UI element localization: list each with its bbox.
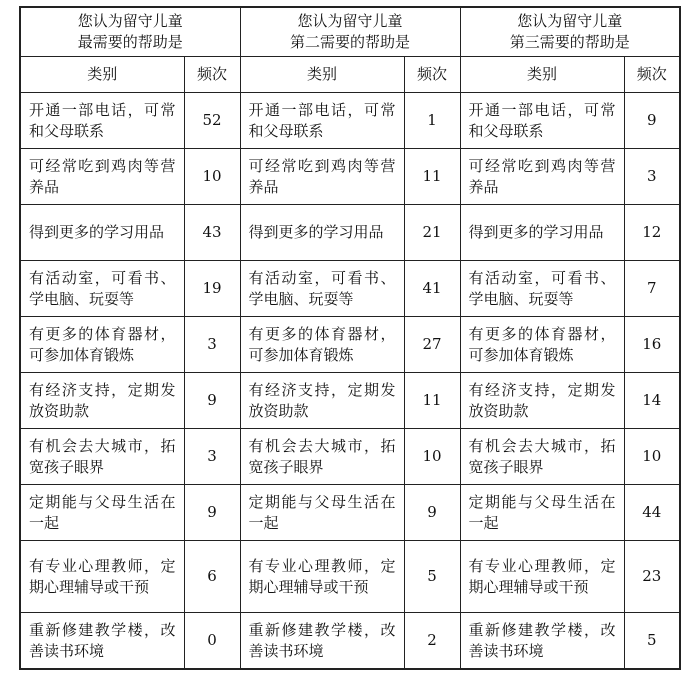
category-cell: 重新修建教学楼，改善读书环境 <box>460 613 624 670</box>
frequency-cell: 11 <box>404 373 460 429</box>
category-cell: 有更多的体育器材，可参加体育锻炼 <box>460 317 624 373</box>
frequency-cell: 9 <box>624 93 680 149</box>
category-cell: 有经济支持，定期发放资助款 <box>240 373 404 429</box>
frequency-cell: 5 <box>404 541 460 613</box>
category-cell: 可经常吃到鸡肉等营养品 <box>240 149 404 205</box>
table-row <box>20 149 680 205</box>
category-cell: 有机会去大城市，拓宽孩子眼界 <box>20 429 184 485</box>
table-row <box>20 205 680 261</box>
category-cell: 定期能与父母生活在一起 <box>240 485 404 541</box>
header-first-need: 您认为留守儿童 最需要的帮助是 <box>20 7 240 57</box>
frequency-cell: 9 <box>404 485 460 541</box>
subheader-category: 类别 <box>240 57 404 93</box>
frequency-cell: 23 <box>624 541 680 613</box>
category-cell: 有更多的体育器材，可参加体育锻炼 <box>20 317 184 373</box>
category-cell: 有活动室，可看书、学电脑、玩耍等 <box>20 261 184 317</box>
category-cell: 有机会去大城市，拓宽孩子眼界 <box>460 429 624 485</box>
category-cell: 有机会去大城市，拓宽孩子眼界 <box>240 429 404 485</box>
category-cell: 有更多的体育器材，可参加体育锻炼 <box>240 317 404 373</box>
category-cell: 得到更多的学习用品 <box>460 205 624 261</box>
frequency-cell: 44 <box>624 485 680 541</box>
frequency-cell: 14 <box>624 373 680 429</box>
table-row <box>20 373 680 429</box>
category-cell: 定期能与父母生活在一起 <box>20 485 184 541</box>
category-cell: 有专业心理教师，定期心理辅导或干预 <box>240 541 404 613</box>
category-cell: 开通一部电话，可常和父母联系 <box>20 93 184 149</box>
help-frequency-table <box>19 6 681 670</box>
table-row <box>20 317 680 373</box>
category-cell: 有专业心理教师，定期心理辅导或干预 <box>460 541 624 613</box>
table-row <box>20 429 680 485</box>
table-row <box>20 541 680 613</box>
frequency-cell: 10 <box>404 429 460 485</box>
category-cell: 可经常吃到鸡肉等营养品 <box>20 149 184 205</box>
header-third-need: 您认为留守儿童 第三需要的帮助是 <box>460 7 680 57</box>
subheader-category: 类别 <box>20 57 184 93</box>
category-cell: 有活动室，可看书、学电脑、玩耍等 <box>240 261 404 317</box>
frequency-cell: 5 <box>624 613 680 670</box>
frequency-cell: 3 <box>184 429 240 485</box>
category-cell: 有活动室，可看书、学电脑、玩耍等 <box>460 261 624 317</box>
category-cell: 定期能与父母生活在一起 <box>460 485 624 541</box>
category-cell: 有经济支持，定期发放资助款 <box>460 373 624 429</box>
category-cell: 重新修建教学楼，改善读书环境 <box>20 613 184 670</box>
category-cell: 得到更多的学习用品 <box>20 205 184 261</box>
table-row <box>20 613 680 670</box>
frequency-cell: 43 <box>184 205 240 261</box>
frequency-cell: 3 <box>184 317 240 373</box>
frequency-cell: 9 <box>184 373 240 429</box>
frequency-cell: 6 <box>184 541 240 613</box>
subheader-category: 类别 <box>460 57 624 93</box>
frequency-cell: 52 <box>184 93 240 149</box>
frequency-cell: 3 <box>624 149 680 205</box>
category-cell: 有经济支持，定期发放资助款 <box>20 373 184 429</box>
frequency-cell: 11 <box>404 149 460 205</box>
table-row <box>20 261 680 317</box>
frequency-cell: 0 <box>184 613 240 670</box>
category-cell: 开通一部电话，可常和父母联系 <box>460 93 624 149</box>
frequency-cell: 10 <box>184 149 240 205</box>
frequency-cell: 41 <box>404 261 460 317</box>
table-row <box>20 93 680 149</box>
frequency-cell: 21 <box>404 205 460 261</box>
frequency-cell: 12 <box>624 205 680 261</box>
table-row <box>20 485 680 541</box>
category-cell: 有专业心理教师，定期心理辅导或干预 <box>20 541 184 613</box>
frequency-cell: 27 <box>404 317 460 373</box>
frequency-cell: 16 <box>624 317 680 373</box>
frequency-cell: 9 <box>184 485 240 541</box>
frequency-cell: 2 <box>404 613 460 670</box>
frequency-cell: 7 <box>624 261 680 317</box>
subheader-frequency: 频次 <box>184 57 240 93</box>
frequency-cell: 1 <box>404 93 460 149</box>
category-cell: 开通一部电话，可常和父母联系 <box>240 93 404 149</box>
frequency-cell: 10 <box>624 429 680 485</box>
subheader-frequency: 频次 <box>404 57 460 93</box>
subheader-frequency: 频次 <box>624 57 680 93</box>
category-cell: 得到更多的学习用品 <box>240 205 404 261</box>
header-second-need: 您认为留守儿童 第二需要的帮助是 <box>240 7 460 57</box>
frequency-cell: 19 <box>184 261 240 317</box>
category-cell: 重新修建教学楼，改善读书环境 <box>240 613 404 670</box>
category-cell: 可经常吃到鸡肉等营养品 <box>460 149 624 205</box>
